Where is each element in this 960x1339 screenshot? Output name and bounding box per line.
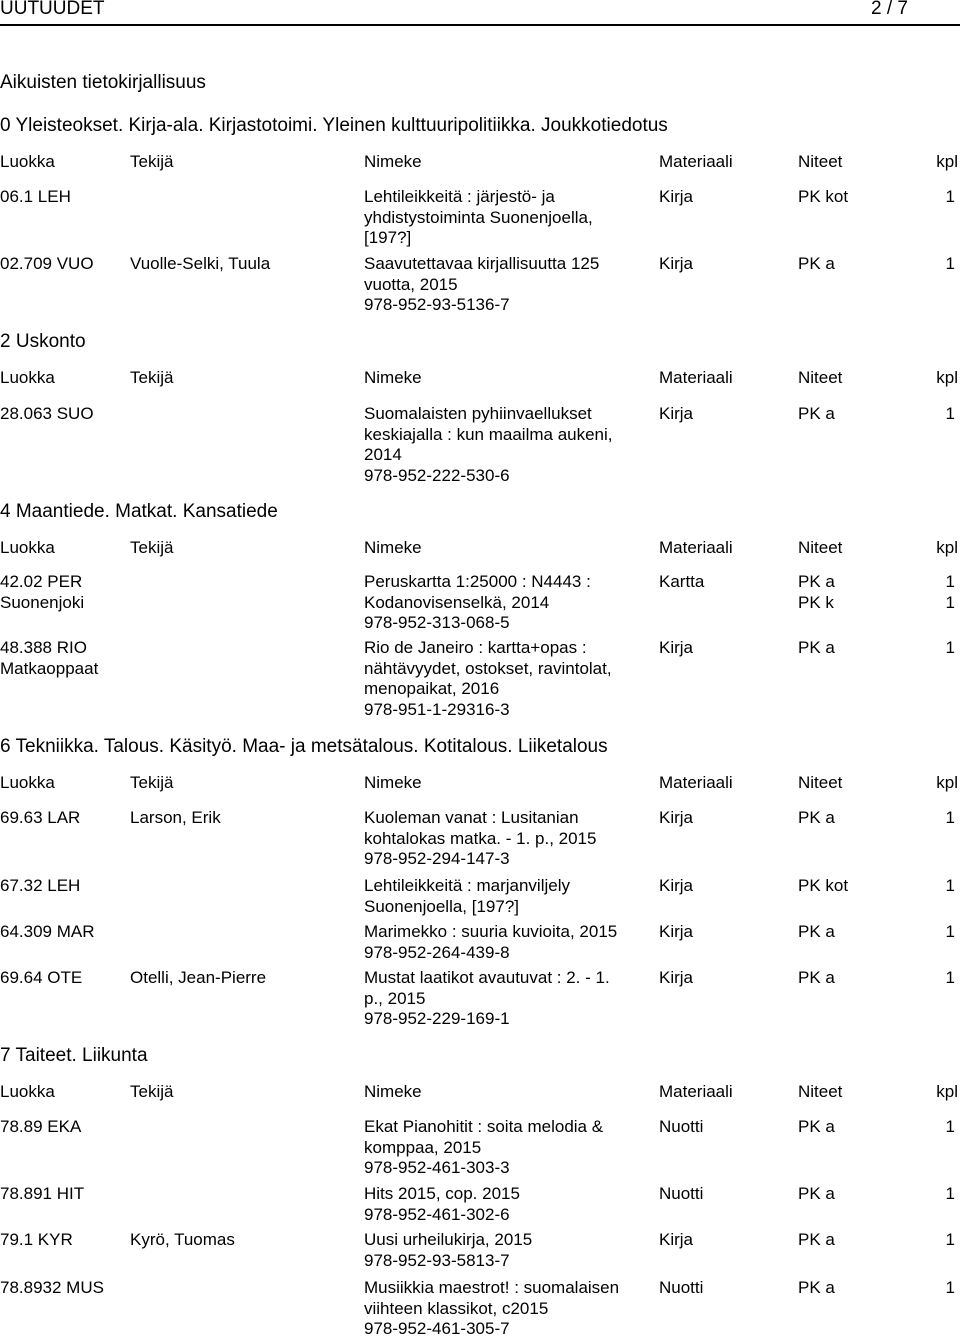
row-materiaali: Kirja bbox=[659, 638, 694, 657]
row-nimeke: Suomalaisten pyhiinvaellukset bbox=[364, 404, 592, 423]
row-kpl: 1 bbox=[945, 968, 955, 987]
row-materiaali: Kirja bbox=[659, 1230, 694, 1249]
row-luokka: Matkaoppaat bbox=[0, 658, 99, 678]
column-header-kpl: kpl bbox=[936, 538, 958, 557]
column-header-nimeke: Nimeke bbox=[364, 773, 422, 792]
row-nimeke: Peruskartta 1:25000 : N4443 : bbox=[364, 572, 591, 591]
column-header-niteet: Niteet bbox=[798, 368, 843, 387]
row-luokka: 78.8932 MUS bbox=[0, 1278, 104, 1297]
row-niteet: PK kot bbox=[798, 876, 849, 895]
row-niteet: PK a bbox=[798, 1184, 835, 1203]
column-header-niteet: Niteet bbox=[798, 152, 843, 171]
row-kpl: 1 bbox=[945, 876, 955, 895]
column-header-kpl: kpl bbox=[936, 368, 958, 387]
row-nimeke: viihteen klassikot, c2015 bbox=[364, 1298, 549, 1318]
row-nimeke: kohtalokas matka. - 1. p., 2015 bbox=[364, 828, 597, 848]
row-nimeke: 978-951-1-29316-3 bbox=[364, 699, 510, 719]
row-kpl: 1 bbox=[945, 254, 955, 273]
row-nimeke: Mustat laatikot avautuvat : 2. - 1. bbox=[364, 968, 610, 987]
row-niteet: PK a bbox=[798, 808, 835, 827]
column-header-materiaali: Materiaali bbox=[659, 773, 733, 792]
row-nimeke: 978-952-461-302-6 bbox=[364, 1204, 510, 1224]
row-kpl: 1 bbox=[945, 187, 955, 206]
row-niteet: PK a bbox=[798, 968, 835, 987]
column-header-kpl: kpl bbox=[936, 773, 958, 792]
row-materiaali: Kirja bbox=[659, 808, 694, 827]
row-materiaali: Kirja bbox=[659, 254, 694, 273]
row-nimeke: Kodanovisenselkä, 2014 bbox=[364, 592, 550, 612]
row-niteet: PK a bbox=[798, 922, 835, 941]
row-luokka: 67.32 LEH bbox=[0, 876, 81, 895]
row-materiaali: Nuotti bbox=[659, 1278, 704, 1297]
row-nimeke: 978-952-229-169-1 bbox=[364, 1009, 510, 1028]
row-luokka: 64.309 MAR bbox=[0, 922, 95, 941]
section-title: 4 Maantiede. Matkat. Kansatiede bbox=[0, 501, 278, 522]
row-tekija: Otelli, Jean-Pierre bbox=[130, 968, 267, 987]
row-nimeke: Marimekko : suuria kuvioita, 2015 bbox=[364, 922, 618, 941]
row-luokka: 78.89 EKA bbox=[0, 1117, 82, 1136]
row-nimeke: menopaikat, 2016 bbox=[364, 679, 500, 698]
column-header-tekija: Tekijä bbox=[130, 368, 174, 387]
column-header-luokka: Luokka bbox=[0, 538, 55, 557]
column-header-nimeke: Nimeke bbox=[364, 368, 422, 387]
row-nimeke: 978-952-93-5813-7 bbox=[364, 1250, 510, 1270]
row-kpl: 1 bbox=[945, 638, 955, 657]
row-niteet: PK a bbox=[798, 638, 835, 657]
row-niteet: PK a bbox=[798, 254, 835, 273]
column-header-materiaali: Materiaali bbox=[659, 538, 733, 557]
column-header-tekija: Tekijä bbox=[130, 773, 174, 792]
row-nimeke: Lehtileikkeitä : järjestö- ja bbox=[364, 187, 555, 206]
section-title: 0 Yleisteokset. Kirja-ala. Kirjastotoimi. Yleinen kulttuuripolitiikka. Joukkotiedotus bbox=[0, 115, 668, 136]
column-header-tekija: Tekijä bbox=[130, 538, 174, 557]
row-luokka: Suonenjoki bbox=[0, 592, 85, 612]
row-materiaali: Kirja bbox=[659, 922, 694, 941]
row-materiaali: Nuotti bbox=[659, 1184, 704, 1203]
section-title: 7 Taiteet. Liikunta bbox=[0, 1045, 148, 1066]
row-kpl: 1 bbox=[945, 808, 955, 827]
row-nimeke: keskiajalla : kun maailma aukeni, bbox=[364, 424, 613, 444]
row-luokka: 79.1 KYR bbox=[0, 1230, 73, 1249]
row-materiaali: Kirja bbox=[659, 876, 694, 895]
row-tekija: Vuolle-Selki, Tuula bbox=[130, 254, 271, 273]
main-heading: Aikuisten tietokirjallisuus bbox=[0, 72, 206, 93]
row-nimeke: vuotta, 2015 bbox=[364, 274, 458, 294]
section-title: 2 Uskonto bbox=[0, 331, 86, 352]
row-nimeke: 978-952-294-147-3 bbox=[364, 849, 510, 868]
row-luokka: 69.64 OTE bbox=[0, 968, 83, 987]
row-nimeke: Ekat Pianohitit : soita melodia & bbox=[364, 1117, 604, 1136]
column-header-luokka: Luokka bbox=[0, 773, 55, 792]
row-niteet: PK kot bbox=[798, 187, 849, 206]
row-tekija: Larson, Erik bbox=[130, 808, 221, 827]
row-nimeke: 978-952-461-305-7 bbox=[364, 1319, 510, 1338]
row-tekija: Kyrö, Tuomas bbox=[130, 1230, 235, 1249]
column-header-nimeke: Nimeke bbox=[364, 538, 422, 557]
column-header-tekija: Tekijä bbox=[130, 152, 174, 171]
row-luokka: 48.388 RIO bbox=[0, 638, 87, 657]
row-luokka: 42.02 PER bbox=[0, 572, 83, 591]
header-divider bbox=[0, 24, 960, 26]
row-materiaali: Kartta bbox=[659, 572, 705, 591]
row-nimeke: p., 2015 bbox=[364, 988, 426, 1008]
row-nimeke: 2014 bbox=[364, 445, 402, 464]
row-nimeke: komppaa, 2015 bbox=[364, 1137, 482, 1157]
page-number: 2 / 7 bbox=[871, 0, 908, 19]
column-header-tekija: Tekijä bbox=[130, 1082, 174, 1101]
row-niteet: PK k bbox=[798, 592, 834, 612]
row-nimeke: 978-952-461-303-3 bbox=[364, 1158, 510, 1177]
row-nimeke: Lehtileikkeitä : marjanviljely bbox=[364, 876, 570, 895]
column-header-nimeke: Nimeke bbox=[364, 152, 422, 171]
row-luokka: 02.709 VUO bbox=[0, 254, 94, 273]
row-luokka: 28.063 SUO bbox=[0, 404, 94, 423]
row-nimeke: 978-952-264-439-8 bbox=[364, 942, 510, 962]
row-nimeke: Kuoleman vanat : Lusitanian bbox=[364, 808, 579, 827]
column-header-niteet: Niteet bbox=[798, 1082, 843, 1101]
row-kpl: 1 bbox=[945, 592, 955, 612]
row-nimeke: nähtävyydet, ostokset, ravintolat, bbox=[364, 658, 612, 678]
row-nimeke: Hits 2015, cop. 2015 bbox=[364, 1184, 520, 1203]
column-header-materiaali: Materiaali bbox=[659, 368, 733, 387]
row-nimeke: Uusi urheilukirja, 2015 bbox=[364, 1230, 533, 1249]
row-kpl: 1 bbox=[945, 1117, 955, 1136]
column-header-luokka: Luokka bbox=[0, 1082, 55, 1101]
row-nimeke: yhdistystoiminta Suonenjoella, bbox=[364, 207, 593, 227]
row-nimeke: 978-952-93-5136-7 bbox=[364, 295, 510, 314]
column-header-luokka: Luokka bbox=[0, 368, 55, 387]
row-luokka: 78.891 HIT bbox=[0, 1184, 85, 1203]
row-kpl: 1 bbox=[945, 404, 955, 423]
header-title: UUTUUDET bbox=[0, 0, 105, 19]
row-nimeke: 978-952-222-530-6 bbox=[364, 465, 510, 485]
row-materiaali: Kirja bbox=[659, 968, 694, 987]
column-header-niteet: Niteet bbox=[798, 538, 843, 557]
row-kpl: 1 bbox=[945, 922, 955, 941]
row-kpl: 1 bbox=[945, 1184, 955, 1203]
column-header-kpl: kpl bbox=[936, 1082, 958, 1101]
row-niteet: PK a bbox=[798, 1117, 835, 1136]
column-header-materiaali: Materiaali bbox=[659, 152, 733, 171]
column-header-luokka: Luokka bbox=[0, 152, 55, 171]
column-header-materiaali: Materiaali bbox=[659, 1082, 733, 1101]
row-nimeke: Suonenjoella, [197?] bbox=[364, 896, 520, 916]
row-niteet: PK a bbox=[798, 1230, 835, 1249]
row-kpl: 1 bbox=[945, 572, 955, 591]
row-kpl: 1 bbox=[945, 1230, 955, 1249]
row-kpl: 1 bbox=[945, 1278, 955, 1297]
row-niteet: PK a bbox=[798, 404, 835, 423]
row-niteet: PK a bbox=[798, 1278, 835, 1297]
section-title: 6 Tekniikka. Talous. Käsityö. Maa- ja metsätalous. Kotitalous. Liiketalous bbox=[0, 736, 608, 757]
row-nimeke: 978-952-313-068-5 bbox=[364, 613, 510, 632]
row-nimeke: Rio de Janeiro : kartta+opas : bbox=[364, 638, 587, 657]
row-materiaali: Kirja bbox=[659, 187, 694, 206]
column-header-niteet: Niteet bbox=[798, 773, 843, 792]
row-materiaali: Nuotti bbox=[659, 1117, 704, 1136]
row-luokka: 69.63 LAR bbox=[0, 808, 81, 827]
row-luokka: 06.1 LEH bbox=[0, 187, 71, 206]
row-niteet: PK a bbox=[798, 572, 835, 591]
row-materiaali: Kirja bbox=[659, 404, 694, 423]
row-nimeke: [197?] bbox=[364, 228, 412, 247]
row-nimeke: Musiikkia maestrot! : suomalaisen bbox=[364, 1278, 620, 1297]
column-header-kpl: kpl bbox=[936, 152, 958, 171]
row-nimeke: Saavutettavaa kirjallisuutta 125 bbox=[364, 254, 600, 273]
column-header-nimeke: Nimeke bbox=[364, 1082, 422, 1101]
